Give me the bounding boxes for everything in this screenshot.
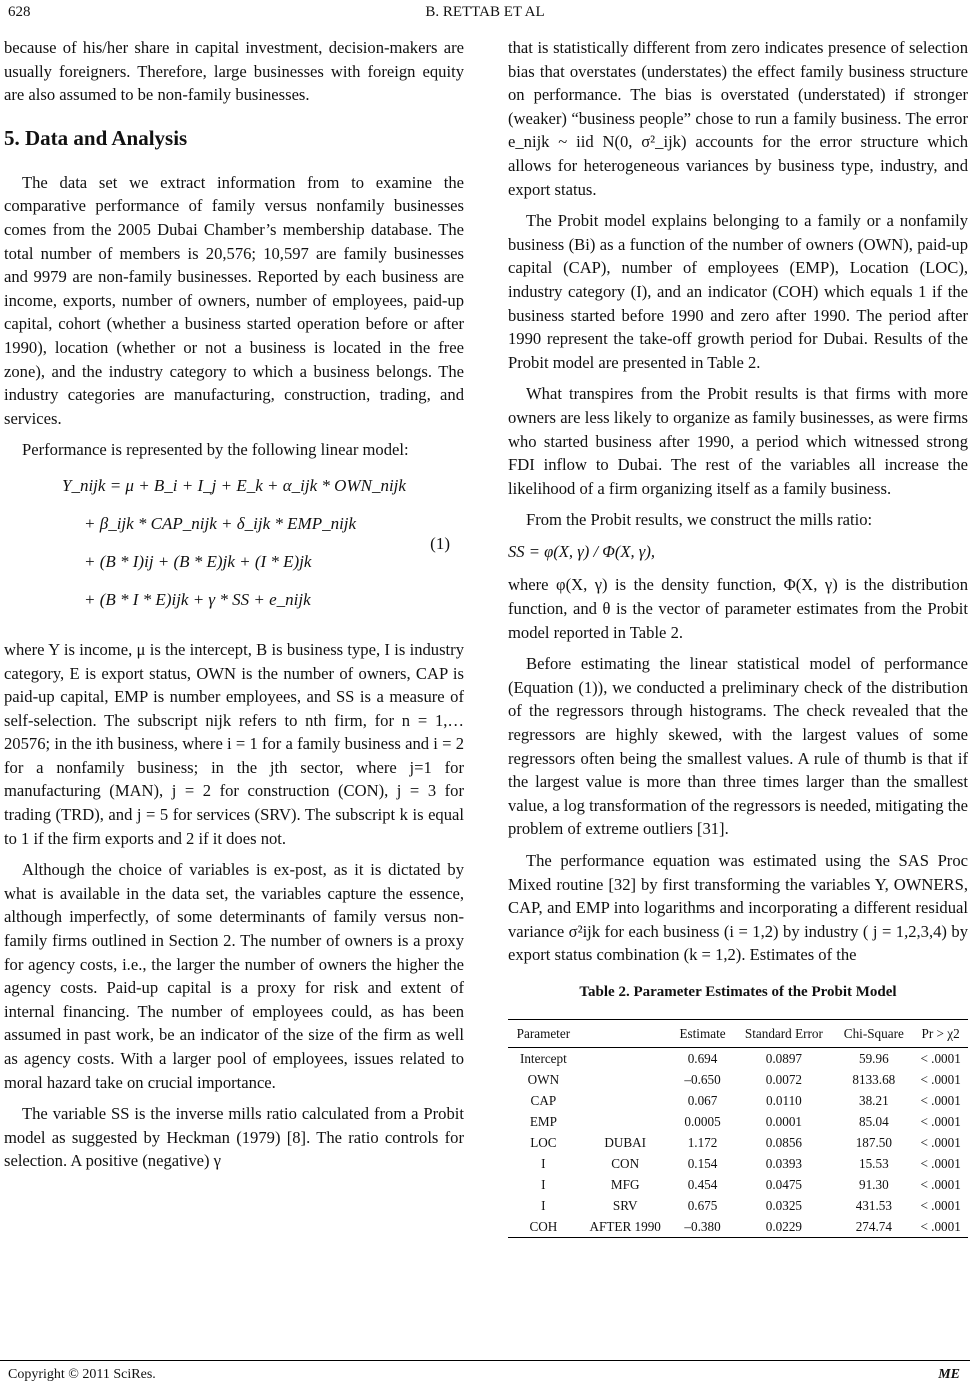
- paragraph-density-function: where φ(X, γ) is the density function, Φ(X, γ) is the distribution function, and θ is the vector of parameter estimates from the Probit model reported in Table 2.: [508, 575, 968, 642]
- table-row: [508, 1216, 968, 1238]
- table-cell: 0.675: [687, 1198, 718, 1214]
- table-cell: 0.694: [687, 1051, 718, 1067]
- table-cell: [579, 1048, 672, 1070]
- table-cell: OWN: [527, 1072, 560, 1088]
- table-cell: [579, 1111, 672, 1132]
- table-cell: 1.172: [687, 1135, 718, 1151]
- table-cell: < .0001: [920, 1114, 961, 1130]
- table-cell: 187.50: [855, 1135, 892, 1151]
- copyright-notice: Copyright © 2011 SciRes.: [8, 1367, 156, 1382]
- table-cell: CAP: [530, 1093, 557, 1109]
- table-cell: 8133.68: [852, 1072, 896, 1088]
- table-cell: < .0001: [920, 1072, 961, 1088]
- table-caption: Table 2. Parameter Estimates of the Probit Model: [579, 983, 897, 1000]
- paragraph-mills-ratio: The variable SS is the inverse mills ratio calculated from a Probit model as suggested by Heckman (1979) [8]. The ratio controls for selection. A positive (negative) γ: [4, 1104, 464, 1171]
- table-cell: [579, 1090, 672, 1111]
- paragraph-continuation: because of his/her share in capital investment, decision-makers are usually foreigners. Therefore, large businesses with foreign equity are also assumed to be non-family businesses.: [4, 38, 464, 105]
- table-row: [508, 1132, 968, 1153]
- table-cell: I: [541, 1198, 546, 1214]
- table-cell: 0.0325: [765, 1198, 803, 1214]
- table-cell: MFG: [610, 1177, 640, 1193]
- table-cell: < .0001: [920, 1135, 961, 1151]
- page-footer: [0, 1360, 970, 1385]
- section-heading: 5. Data and Analysis: [4, 125, 188, 150]
- probit-estimates-table: [508, 1019, 968, 1239]
- table-cell: < .0001: [920, 1093, 961, 1109]
- table-cell: 274.74: [834, 1216, 913, 1238]
- table-header-row: [508, 1019, 968, 1048]
- table-row: [508, 1048, 968, 1070]
- equation-line-1: Y_nijk = μ + B_i + I_j + E_k + α_ijk * OWN_nijk: [62, 475, 406, 495]
- table-row: [508, 1153, 968, 1174]
- table-cell: 85.04: [858, 1114, 889, 1130]
- table-cell: –0.380: [672, 1216, 734, 1238]
- equation-line-2: + β_ijk * CAP_nijk + δ_ijk * EMP_nijk: [84, 513, 357, 533]
- paragraph-performance: Performance is represented by the following linear model:: [22, 440, 409, 460]
- paragraph-variable-choice: Although the choice of variables is ex-post, as it is dictated by what is available in the data set, the variables capture the essence, although imperfectly, of some determinants of family versus non-family firms outlined in Section 2. The number of owners is a proxy for agency costs, i.e., the larger the number of owners the higher the agency costs. Paid-up capital is a proxy for risk and extent of internal financing. The number of employees could, as has been assumed in past work, be an indicator of the size of the firm as well as agency costs. With a larger pool of employees, issues related to moral hazard take on crucial importance.: [4, 860, 464, 1092]
- table-cell: 0.0110: [766, 1093, 802, 1109]
- page-header: [0, 0, 970, 28]
- table-cell: I: [541, 1156, 546, 1172]
- equation-1: [4, 470, 464, 628]
- left-column: [4, 36, 464, 1181]
- table-cell: 0.0475: [765, 1177, 803, 1193]
- column-header: Parameter: [508, 1019, 579, 1048]
- table-cell: Intercept: [519, 1051, 567, 1067]
- paragraph-histograms: Before estimating the linear statistical model of performance (Equation (1)), we conducted a preliminary check of the distribution of the regressors through histograms. The check revealed that the regressors are highly skewed, with the largest values of some regressors often being the smallest values. A rule of thumb is that if the largest value is more than three times larger than the smallest value, a log transformation of the regressors is needed, mitigating the problem of extreme outliers [31].: [508, 654, 968, 839]
- table-cell: 38.21: [858, 1093, 889, 1109]
- table-row: [508, 1174, 968, 1195]
- paragraph-selection-bias: that is statistically different from zero indicates presence of selection bias that overstates (understates) the effect family business structure on performance. The bias is overstated (understated) if stronger (weaker) “business people” chose to run a family business. The error e_nijk ~ iid N(0, σ²_ijk) accounts for the error structure which allows for heterogeneous variances by business type, industry, and export status.: [508, 38, 968, 199]
- table-cell: COH: [508, 1216, 579, 1238]
- table-cell: 15.53: [858, 1156, 889, 1172]
- paragraph-variable-definitions: where Y is income, μ is the intercept, B is business type, I is industry category, E is export status, OWN is the number of owners, CAP is paid-up capital, EMP is number employees, and SS is a measure of self-selection. The subscript nijk refers to nth firm, for n = 1,…20576; in the ith business, where i = 1 for a family business and i = 2 for a nonfamily business; in the jth sector, where j=1 for manufacturing (MAN), j = 2 for construction (CON), j = 3 for trading (TRD), and j = 5 for services (SRV). The subscript k is equal to 1 if the firm exports and 2 if it does not.: [4, 639, 464, 848]
- table-cell: < .0001: [920, 1198, 961, 1214]
- paragraph-estimation: The performance equation was estimated using the SAS Proc Mixed routine [32] by first transforming the variables Y, OWNERS, CAP, and EMP into logarithms and incorporating a different residual variance σ²ijk for each business (i = 1,2) by industry ( j = 1,2,3,4) by export status combination (k = 1,2). Estimates of the: [508, 851, 968, 965]
- table-cell: 0.0229: [733, 1216, 834, 1238]
- table-row: [508, 1195, 968, 1216]
- table-cell: DUBAI: [604, 1135, 647, 1151]
- table-cell: SRV: [612, 1198, 638, 1214]
- table-cell: CON: [611, 1156, 640, 1172]
- running-head: B. RETTAB ET AL: [425, 4, 545, 20]
- table-cell: 0.0001: [765, 1114, 803, 1130]
- table-cell: I: [541, 1177, 546, 1193]
- equation-line-3: + (B * I)ij + (B * E)jk + (I * E)jk: [84, 551, 312, 571]
- column-header: Standard Error: [733, 1019, 834, 1048]
- table-cell: < .0001: [920, 1156, 961, 1172]
- table-cell: 59.96: [858, 1051, 889, 1067]
- table-cell: < .0001: [920, 1177, 961, 1193]
- right-column: [508, 36, 968, 1238]
- paragraph-mills-construct: From the Probit results, we construct the mills ratio:: [526, 510, 873, 530]
- table-row: [508, 1069, 968, 1090]
- table-cell: 91.30: [858, 1177, 889, 1193]
- table-cell: 0.154: [687, 1156, 718, 1172]
- column-header: Pr > χ2: [913, 1019, 968, 1048]
- table-cell: 0.0856: [765, 1135, 803, 1151]
- table-cell: [579, 1069, 672, 1090]
- table-cell: 0.067: [687, 1093, 718, 1109]
- table-cell: 0.0393: [765, 1156, 803, 1172]
- page-number: 628: [8, 4, 31, 20]
- column-header: Chi-Square: [834, 1019, 913, 1048]
- column-header: [579, 1019, 672, 1048]
- mills-ratio-formula: SS = φ(X, γ) / Φ(X, γ),: [508, 541, 656, 561]
- table-row: [508, 1090, 968, 1111]
- table-cell: 0.454: [687, 1177, 718, 1193]
- table-cell: 0.0072: [765, 1072, 803, 1088]
- table-cell: EMP: [529, 1114, 557, 1130]
- table-cell: 0.0897: [765, 1051, 803, 1067]
- table-cell: AFTER 1990: [579, 1216, 672, 1238]
- table-cell: LOC: [530, 1135, 557, 1151]
- column-header: Estimate: [672, 1019, 734, 1048]
- table-cell: –0.650: [684, 1072, 721, 1088]
- table-cell: 431.53: [855, 1198, 892, 1214]
- table-cell: < .0001: [920, 1051, 961, 1067]
- paragraph-data-set: The data set we extract information from to examine the comparative performance of family versus nonfamily businesses comes from the 2005 Dubai Chamber’s membership database. The total number of members is 20,576; 10,597 are family businesses and 9979 are non-family businesses. Reported by each business are income, exports, number of owners, number of employees, paid-up capital, cohort (whether a business started operation before or after 1990), location (whether or not a business is located in the free zone), and the industry category to which a business belongs. The industry categories are manufacturing, construction, trading, and services.: [4, 172, 464, 428]
- equation-number: (1): [430, 533, 450, 553]
- equation-line-4: + (B * I * E)ijk + γ * SS + e_nijk: [84, 589, 311, 609]
- paragraph-probit-model: The Probit model explains belonging to a family or a nonfamily business (Bi) as a function of the number of owners (OWN), paid-up capital (CAP), number of employees (EMP), Location (LOC), industry category (I), and an indicator (COH) which equals 1 if the business started before 1990 and zero after 1990. The period after 1990 represent the take-off growth period for Dubai. Results of the Probit model are presented in Table 2.: [508, 211, 968, 372]
- table-cell: 0.0005: [684, 1114, 721, 1130]
- paragraph-probit-results: What transpires from the Probit results is that firms with more owners are less likely to organize as family businesses, as were firms who started business after 1990, a period which witnessed strong FDI inflow to Dubai. The rest of the variables all increase the likelihood of a firm organizing itself as a family business.: [508, 384, 968, 498]
- journal-abbreviation: ME: [938, 1367, 960, 1382]
- table-row: [508, 1111, 968, 1132]
- table-cell: < .0001: [913, 1216, 968, 1238]
